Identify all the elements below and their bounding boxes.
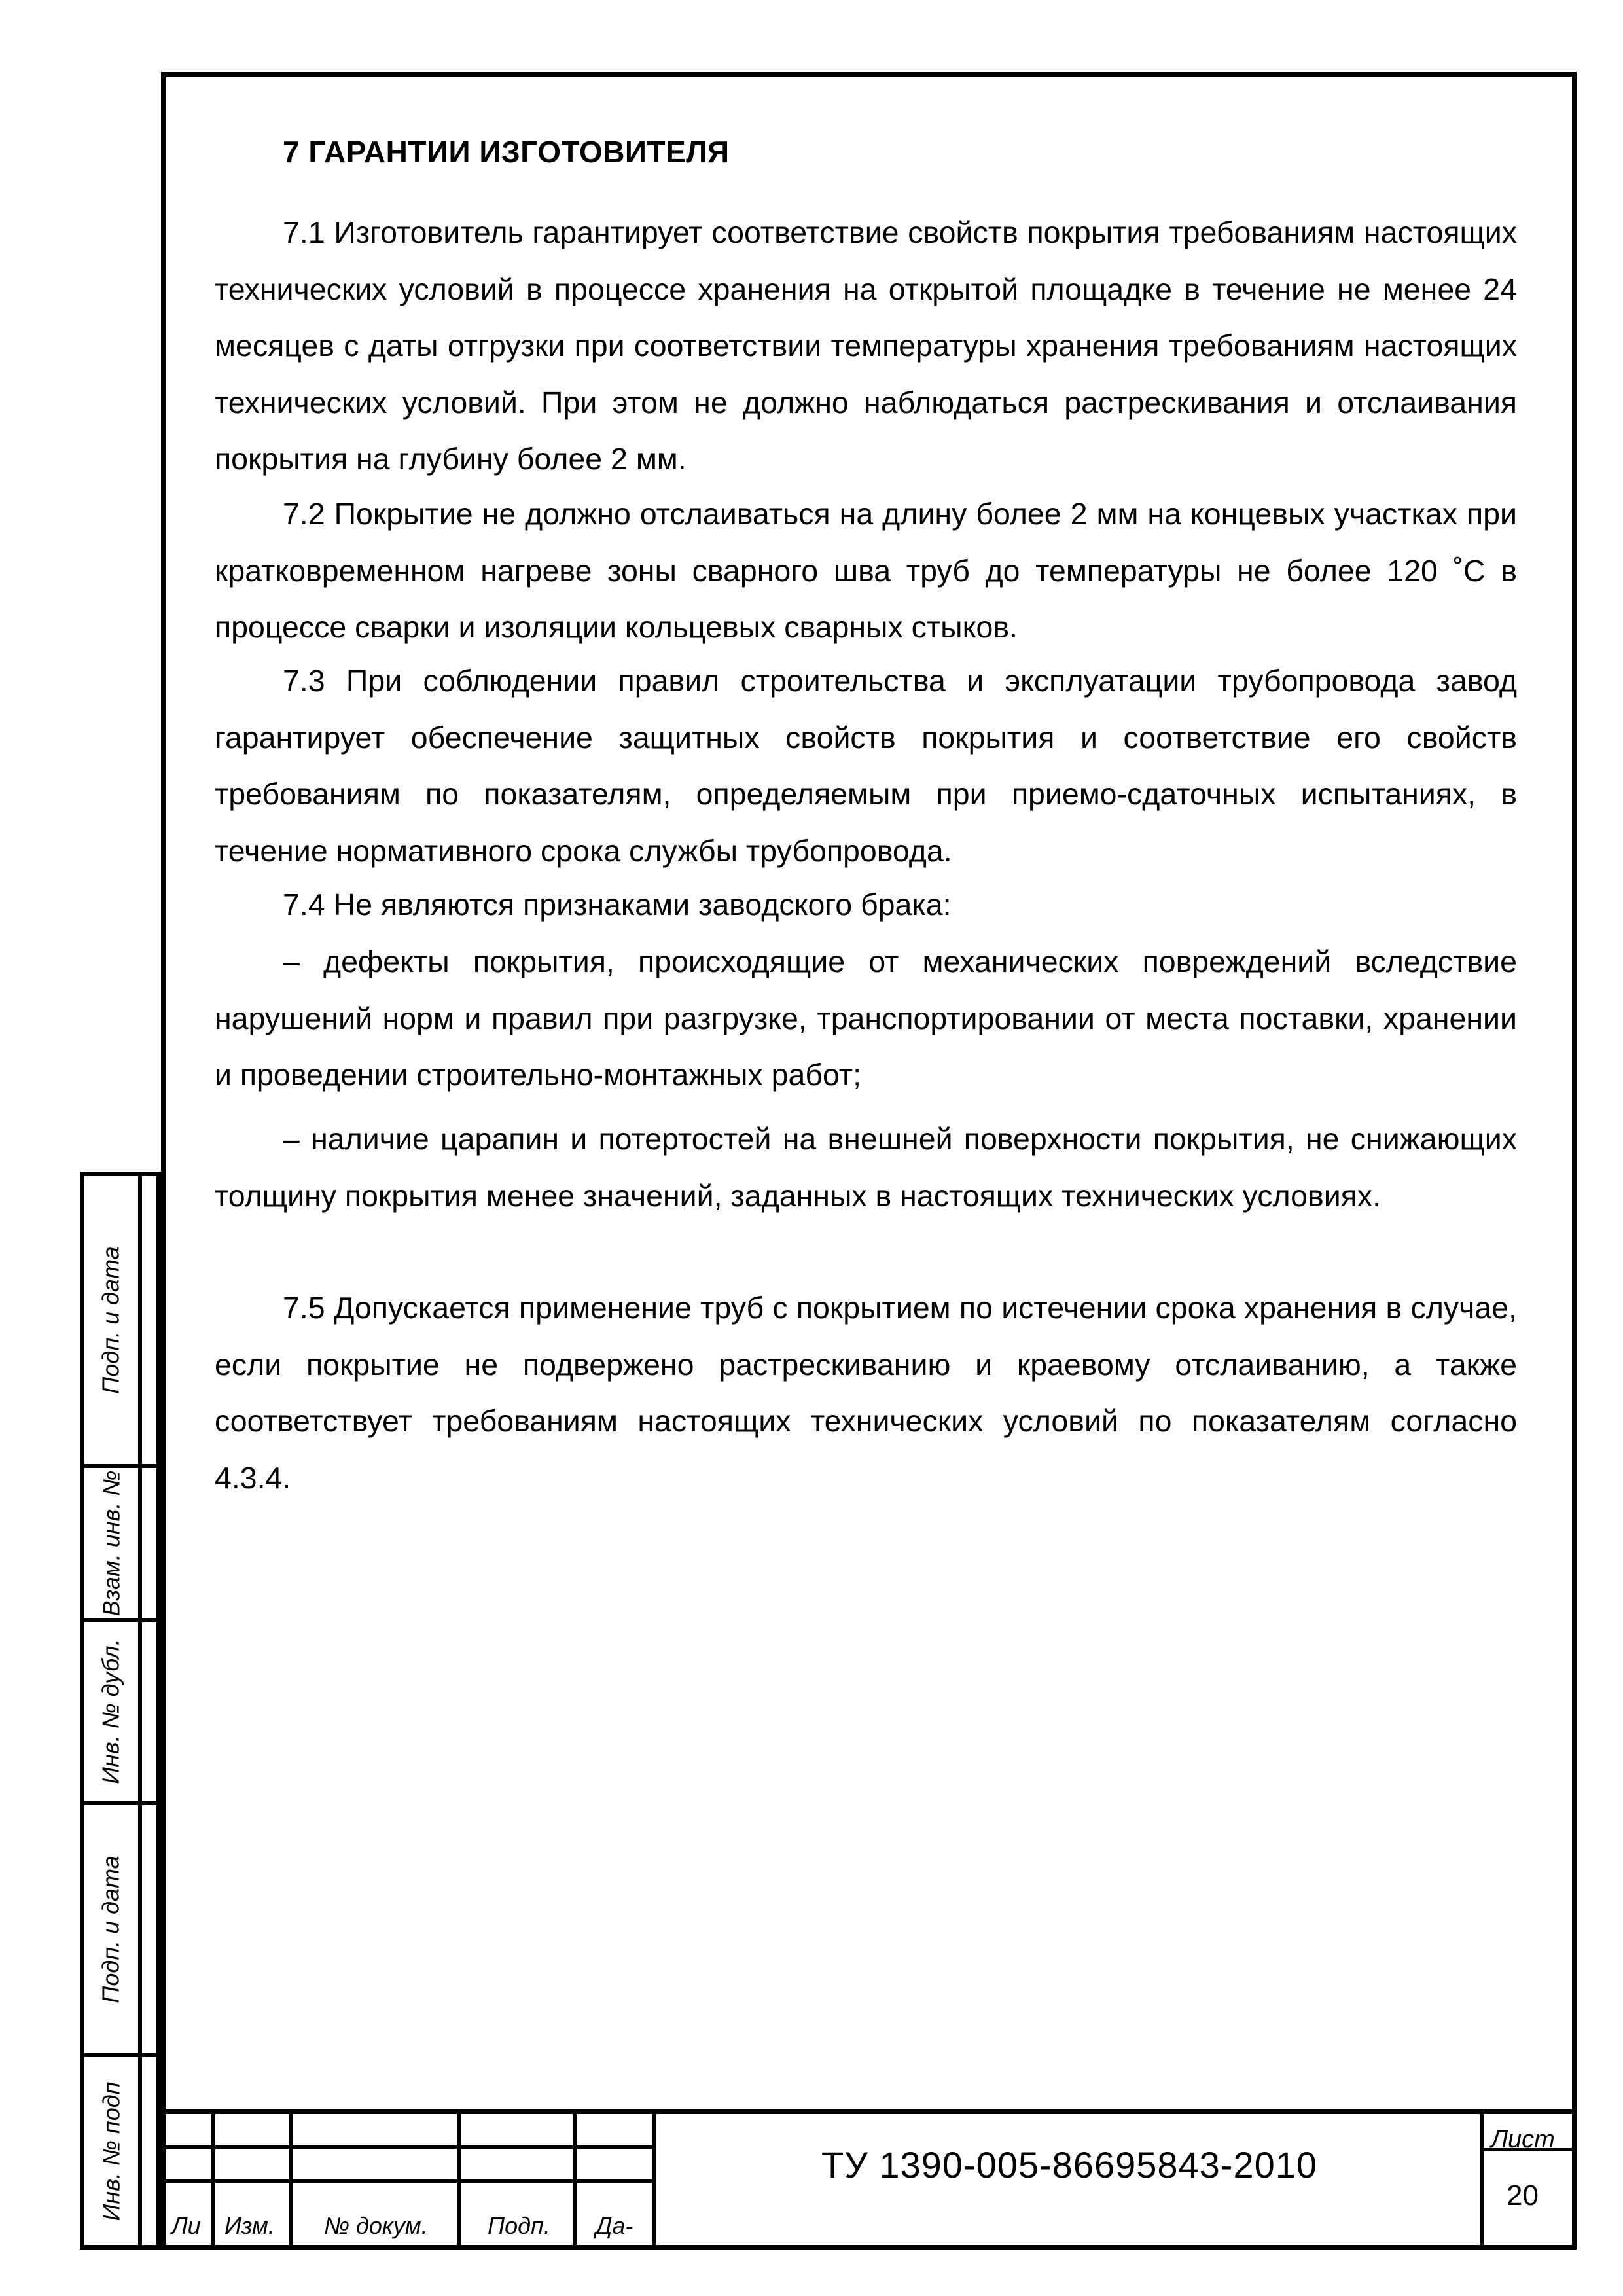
side-label-sign-date: Подп. и дата xyxy=(98,1246,124,1394)
paragraph-7-4: 7.4 Не являются признаками заводского брака: xyxy=(283,888,952,922)
list-item-scratches: – наличие царапин и потертостей на внешней поверхности покрытия, не снижающих толщину покрытия менее значений, заданных в настоящих технических условиях. xyxy=(215,1122,1517,1213)
col-label-signature: Подп. xyxy=(488,2212,550,2239)
paragraph-7-5: 7.5 Допускается применение труб с покрытием по истечении срока хранения в случае, если покрытие не подвержено растрескиванию и краевому отслаиванию, а также соответствует требованиям настоящих технических условий по показателям согласно 4.3.4. xyxy=(215,1291,1517,1495)
side-label-orig-inv: Инв. № подп xyxy=(98,2081,125,2221)
document-code: ТУ 1390-005-86695843-2010 xyxy=(821,2144,1318,2185)
section-heading: 7 ГАРАНТИИ ИЗГОТОВИТЕЛЯ xyxy=(283,135,730,169)
side-label-replace-inv: Взам. инв. № xyxy=(98,1470,125,1616)
col-label-doc-number: № докум. xyxy=(324,2212,428,2239)
paragraph-7-2: 7.2 Покрытие не должно отслаиваться на длину более 2 мм на концевых участках при кратковременном нагреве зоны сварного шва труб до температуры не более 120 ˚С в процессе сварки и изоляции кольцевых сварных стыков. xyxy=(215,497,1517,644)
side-label-dup-inv: Инв. № дубл. xyxy=(98,1639,124,1784)
side-strip xyxy=(80,1172,161,2250)
paragraph-7-1: 7.1 Изготовитель гарантирует соответствие свойств покрытия требованиям настоящих технических условий в процессе хранения на открытой площадке в течение не менее 24 месяцев с даты отгрузки при соответствии температуры хранения требованиям настоящих технических условий. При этом не должно наблюдаться растрескивания и отслаивания покрытия на глубину более 2 мм. xyxy=(215,215,1517,476)
sheet-number: 20 xyxy=(1507,2179,1539,2212)
col-label-date: Да- xyxy=(596,2212,633,2239)
col-label-sheet-num: Ли xyxy=(171,2212,201,2239)
sheet-label: Лист xyxy=(1491,2126,1555,2153)
list-item-defects: – дефекты покрытия, происходящие от механических повреждений вследствие нарушений норм и правил при разгрузке, транспортировании от места поставки, хранении и проведении строительно-монтажных работ; xyxy=(215,944,1517,1092)
paragraph-7-3: 7.3 При соблюдении правил строительства и эксплуатации трубопровода завод гарантирует обеспечение защитных свойств покрытия и соответствие его свойств требованиям по показателям, определяемым при приемо-сдаточных испытаниях, в течение нормативного срока службы трубопровода. xyxy=(215,664,1517,868)
side-label-sign-date-2: Подп. и дата xyxy=(98,1855,124,2003)
col-label-revision: Изм. xyxy=(224,2212,275,2239)
